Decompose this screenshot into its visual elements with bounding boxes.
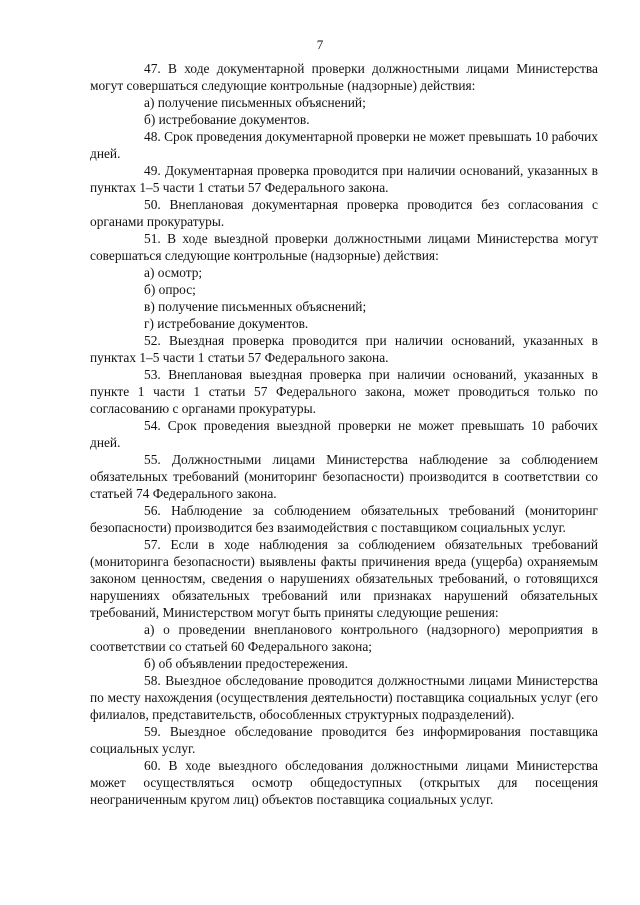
list-item: г) истребование документов. [144,316,309,331]
paragraph: 59. Выездное обследование проводится без информирования поставщика социальных услуг. [90,724,598,756]
paragraph: 52. Выездная проверка проводится при наличии оснований, указанных в пунктах 1–5 части 1 статьи 57 Федерального закона. [90,333,598,365]
paragraph: 58. Выездное обследование проводится должностными лицами Министерства по месту нахождения (осуществления деятельности) поставщика социальных услуг (его филиалов, представительств, обособленных структурных подразделений). [90,673,598,722]
paragraph: 47. В ходе документарной проверки должностными лицами Министерства могут совершаться следующие контрольные (надзорные) действия: [90,61,598,93]
paragraph: 49. Документарная проверка проводится при наличии оснований, указанных в пунктах 1–5 части 1 статьи 57 Федерального закона. [90,163,598,195]
list-item: а) получение письменных объяснений; [144,95,366,110]
paragraph: 60. В ходе выездного обследования должностными лицами Министерства может осуществляться осмотр общедоступных (открытых для посещения неограниченным кругом лиц) объектов поставщика социальных услуг. [90,758,598,807]
paragraph: 51. В ходе выездной проверки должностными лицами Министерства могут совершаться следующие контрольные (надзорные) действия: [90,231,598,263]
paragraph: 53. Внеплановая выездная проверка при наличии оснований, указанных в пункте 1 части 1 статьи 57 Федерального закона, может проводиться только по согласованию с органами прокуратуры. [90,367,598,416]
list-item: б) об объявлении предостережения. [144,656,349,671]
list-item: б) истребование документов. [144,112,310,127]
document-body [90,60,598,808]
paragraph: 55. Должностными лицами Министерства наблюдение за соблюдением обязательных требований (мониторинг безопасности) производится в соответствии со статьей 74 Федерального закона. [90,452,598,501]
paragraph: 56. Наблюдение за соблюдением обязательных требований (мониторинг безопасности) производится без взаимодействия с поставщиком социальных услуг. [90,503,598,535]
paragraph: 57. Если в ходе наблюдения за соблюдением обязательных требований (мониторинга безопасности) выявлены факты причинения вреда (ущерба) охраняемым законом ценностям, сведения о нарушениях обязательных требований, о готовящихся нарушениях обязательных требований или признаках нарушений обязательных требований, Министерством могут быть приняты следующие решения: [90,537,598,620]
list-item: в) получение письменных объяснений; [144,299,367,314]
paragraph: 48. Срок проведения документарной проверки не может превышать 10 рабочих дней. [90,129,598,161]
paragraph: 54. Срок проведения выездной проверки не может превышать 10 рабочих дней. [90,418,598,450]
paragraph: 50. Внеплановая документарная проверка проводится без согласования с органами прокуратуры. [90,197,598,229]
page-number: 7 [316,37,324,52]
list-item: а) осмотр; [144,265,203,280]
list-item: б) опрос; [144,282,196,297]
list-item: а) о проведении внепланового контрольного (надзорного) мероприятия в соответствии со статьей 60 Федерального закона; [90,622,598,654]
